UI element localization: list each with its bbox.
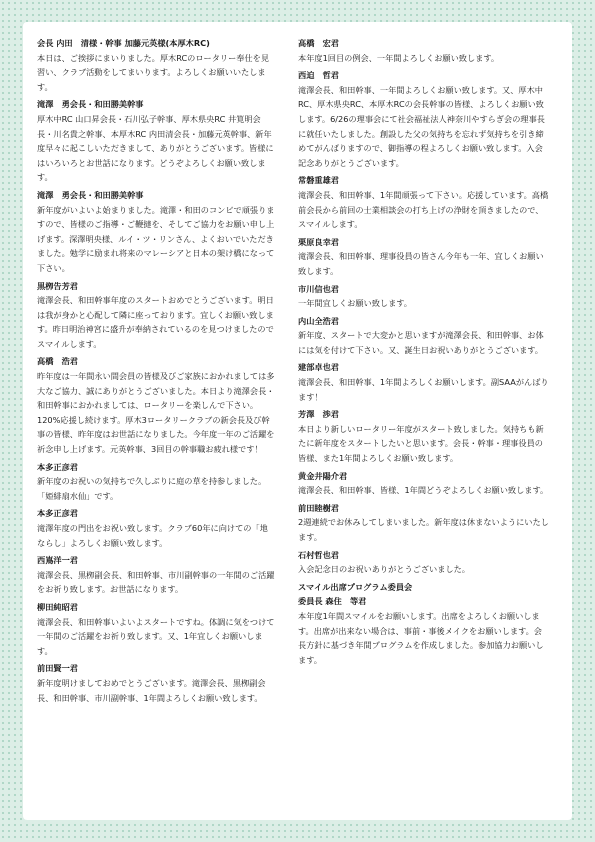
- entry-name: 柳田純昭君: [37, 601, 78, 612]
- entry-name: 黄金井陽介君: [298, 470, 348, 481]
- smile-entry: [298, 36, 550, 65]
- entry-message: 滝澤会長、和田幹事いよいよスタートですね。体調に気をつけて一年間のご活躍をお祈り致します。又、1年宜しくお願いします。: [37, 616, 275, 656]
- entry-message: 本年度1年間スマイルをお願いします。出席をよろしくお願いします。出席が出来ない場合は、事前・事後メイクをお願いします。会長方針に基づき年間プログラムを作成しました。参加協力お願いします。: [298, 610, 544, 665]
- entry-name: 常磐重雄君: [298, 175, 339, 186]
- smile-entry: [298, 68, 550, 170]
- entry-name: 本多正彦君: [37, 461, 78, 472]
- page-sheet: [23, 22, 572, 820]
- smile-entry: [37, 97, 275, 185]
- entry-message: 本日は、ご挨拶にまいりました。厚木RCのロータリー奉仕を見習い、クラブ活動をしてまいります。よろしくお願いいたします。: [37, 52, 270, 92]
- smile-entry: [37, 506, 275, 550]
- entry-name: 会長 内田 清様・幹事 加藤元英様(本厚木RC): [37, 38, 210, 48]
- entry-name: 市川信也君: [298, 283, 339, 294]
- entry-name: 前田睦樹君: [298, 502, 339, 513]
- smile-entry: [37, 36, 275, 94]
- smile-entry: [37, 661, 275, 705]
- entry-message: 滝澤会長、和田幹事、一年間よろしくお願い致します。又、厚木中RC、厚木県央RC、本厚木RCの会長幹事の皆様、よろしくお願い致します。6/26の理事会にて社会福祉法人神奈川やすらぎ会の理事長に就任いたしました。創設した父の気持ちを忘れず気持ちを引き締めてがんばりますので、御指導の程よろしくお願い致します。入会記念ありがとうございます。: [298, 84, 545, 168]
- entry-name: 委員長 森住 等君: [298, 596, 367, 607]
- smile-entry: [298, 282, 550, 311]
- smile-entry: [298, 469, 550, 498]
- entry-message: 新年度のお祝いの気持ちで久しぶりに庭の草を持参しました。「姫緋扇水仙」です。: [37, 476, 267, 501]
- smile-entry: [298, 548, 550, 577]
- smile-entry: [37, 279, 275, 352]
- entry-name: 黒栁告芳君: [37, 280, 78, 291]
- entry-message: 滝澤年度の門出をお祝い致します。クラブ60年に向けての「地ならし」よろしくお願い致します。: [37, 523, 268, 548]
- smile-entry: [37, 354, 275, 456]
- smile-entry: [298, 360, 550, 404]
- entry-name: 建部卓也君: [298, 362, 339, 373]
- right-column: [298, 36, 550, 670]
- smile-entry: [298, 173, 550, 231]
- entry-message: 昨年度は一年間永い間会員の皆様及びご家族におかれましては多大なご協力、誠にありがとうございました。本日より滝澤会長・和田幹事におかれましては、ロータリーを楽しんで下さい。120%応援し続けます。厚木3ロータリークラブの新会長及び幹事の皆様、昨年度はお世話になりました。今年度一年のご活躍を祈念申し上げます。元英幹事、3回目の幹事職お疲れ様です！: [37, 371, 275, 455]
- smile-entry: [298, 594, 550, 667]
- entry-message: 滝澤会長、和田幹事、1年間よろしくお願いします。副SAAがんばります！: [298, 377, 549, 402]
- entry-message: 滝澤会長、和田幹事、1年間頑張って下さい。応援しています。高橋前会長から前回の士業相談会の打ち上げの浄財を頂きましたので、スマイルします。: [298, 189, 549, 230]
- entry-name: 芳澤 渉君: [298, 409, 339, 420]
- entry-name: 栗原良幸君: [298, 236, 339, 247]
- entry-message: 新年度、スタートで大変かと思いますが滝澤会長、和田幹事、お体には気を付けて下さい。又、誕生日お祝いありがとうございます。: [298, 330, 544, 355]
- smile-entry: [298, 580, 550, 595]
- smile-entry: [37, 460, 275, 504]
- entry-name: 高橋 宏君: [298, 38, 339, 48]
- entry-name: 滝澤 勇会長・和田勝美幹事: [37, 99, 144, 110]
- entry-name: 前田賢一君: [37, 663, 78, 674]
- entry-name: 石村哲也君: [298, 549, 339, 560]
- entry-message: 本日より新しいロータリー年度がスタート致しました。気持ちも新たに新年度をスタートしたいと思います。会長・幹事・理事役員の皆様、また1年間よろしくお願い致します。: [298, 423, 544, 464]
- entry-message: 一年間宜しくお願い致します。: [298, 298, 412, 309]
- entry-message: 本年度1回目の例会、一年間よろしくお願い致します。: [298, 52, 500, 63]
- entry-name: 本多正彦君: [37, 508, 78, 519]
- entry-message: 滝澤会長、和田幹事年度のスタートおめでとうございます。明日は我が身かと心配して隣に座っております。宜しくお願い致します。昨日明治神宮に盛升が奉納されているのを見つけましたのでスマイルします。: [37, 295, 274, 349]
- entry-message: 2週連続でお休みしてしまいました。新年度は休まないようにいたします。: [298, 517, 549, 542]
- entry-message: 新年度がいよいよ始まりました。滝澤・和田のコンビで頑張りますので、皆様のご指導・ご鞭撻を、そしてご協力をお願い申し上げます。深澤明央様、ルイ・ツ・リンさん、よくおいでいただきました。勉学に励まれ将来のマレーシアと日本の架け橋になって下さい。: [37, 204, 275, 273]
- smile-entry: [298, 407, 550, 465]
- entry-name: 滝澤 勇会長・和田勝美幹事: [37, 189, 144, 200]
- entry-message: 新年度明けましておめでとうございます。滝澤会長、黒栁副会長、和田幹事、市川副幹事、1年間よろしくお願い致します。: [37, 677, 266, 703]
- smile-entry: [37, 553, 275, 597]
- entry-message: 滝澤会長、和田幹事、理事役員の皆さん今年も一年、宜しくお願い致します。: [298, 251, 544, 276]
- entry-message: 滝澤会長、黒栁副会長、和田幹事、市川副幹事の一年間のご活躍をお祈り致します。お世話になります。: [37, 569, 275, 595]
- smile-entry: [37, 600, 275, 658]
- left-column: [37, 36, 275, 708]
- smile-entry: [298, 501, 550, 545]
- entry-name: 高橋 浩君: [37, 356, 78, 367]
- smile-entry: [37, 188, 275, 276]
- smile-entry: [298, 314, 550, 358]
- entry-message: 厚木中RC 山口昇会長・石川弘子幹事、厚木県央RC 井筧明会長・川名貴之幹事、本厚木RC 内田清会長・加藤元英幹事、新年度早々に起こしいただきまして、ありがとうございます。皆様にはいろいろとお世話になります。どうぞよろしくお願い致します。: [37, 113, 274, 183]
- entry-message: 滝澤会長、和田幹事、皆様、1年間どうぞよろしくお願い致します。: [298, 485, 549, 496]
- entry-name: 西迫 哲君: [298, 70, 339, 81]
- entry-name: スマイル出席プログラム委員会: [298, 581, 413, 592]
- smile-entry: [298, 235, 550, 279]
- entry-name: 内山全浩君: [298, 315, 339, 326]
- entry-name: 西嶌洋一君: [37, 555, 78, 566]
- entry-message: 入会記念日のお祝いありがとうございました。: [298, 564, 470, 575]
